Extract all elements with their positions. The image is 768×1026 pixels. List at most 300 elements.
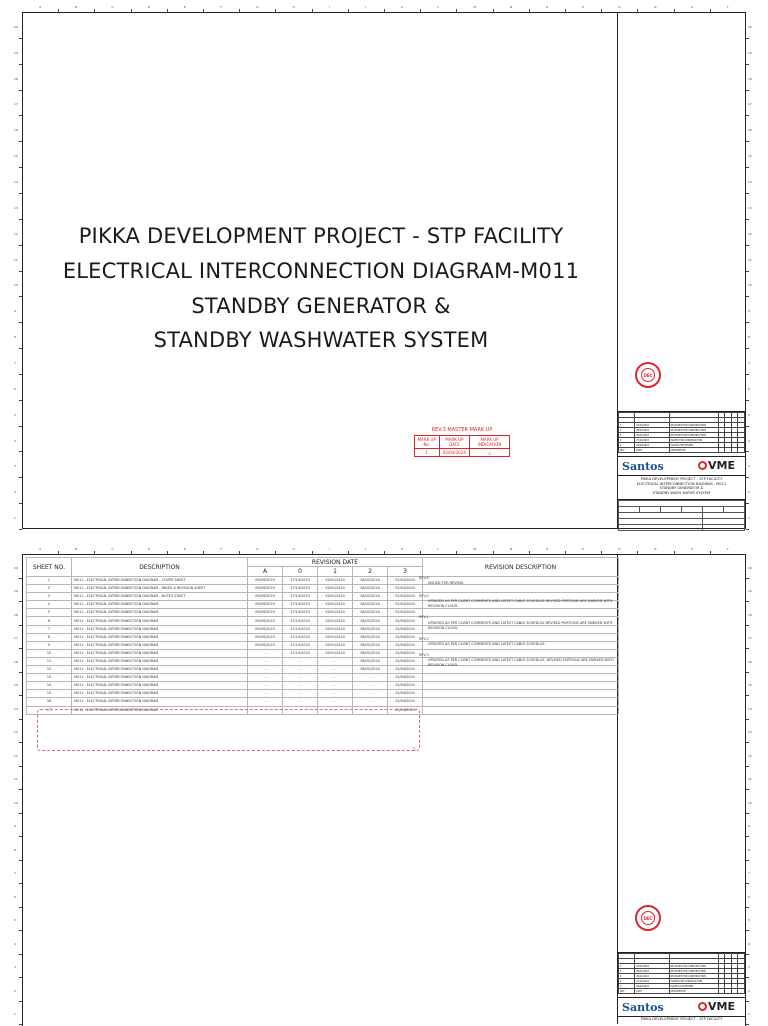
zone-tick — [19, 883, 22, 884]
zone-tick — [19, 38, 22, 39]
zone-tick — [746, 245, 749, 246]
zone-number-18: 18 — [14, 612, 18, 617]
revision-block-cell: 0 — [619, 438, 635, 443]
cell-rev-date: - — [353, 698, 388, 706]
zone-tick — [94, 551, 95, 555]
zone-tick — [312, 551, 313, 555]
zone-number-8: 8 — [748, 335, 750, 340]
zone-number-2: 2 — [748, 988, 750, 993]
revision-block-cell — [718, 448, 725, 453]
zone-tick — [565, 9, 566, 13]
zone-tick — [746, 529, 749, 530]
zone-tick — [529, 551, 530, 555]
revision-block-cell: DATE — [635, 989, 669, 994]
cell-rev-date: 28/02/2024 — [353, 601, 388, 609]
revision-block-cell: 3 — [619, 423, 635, 428]
cell-rev-date: - — [283, 682, 318, 690]
zone-number-5: 5 — [14, 412, 16, 417]
zone-letter-l: L — [437, 547, 439, 551]
cell-rev-date: 28/02/2024 — [353, 633, 388, 641]
cell-rev-date: 27/10/2023 — [283, 625, 318, 633]
zone-number-11: 11 — [14, 777, 18, 782]
header-rev-1: 1 — [318, 567, 353, 577]
vme-ring-icon — [698, 461, 707, 470]
zone-tick — [19, 836, 22, 837]
zone-tick — [348, 551, 349, 555]
cell-rev-date: 28/02/2024 — [353, 593, 388, 601]
cell-sheet-no: 12 — [27, 666, 72, 674]
cell-rev-date: 02/04/2024 — [388, 698, 423, 706]
cell-revision-description — [423, 706, 619, 714]
revision-note — [419, 594, 614, 609]
zone-number-8: 8 — [14, 335, 16, 340]
cell-rev-date: 09/09/2023 — [248, 577, 283, 585]
cell-rev-date: 09/09/2023 — [248, 617, 283, 625]
table-row — [27, 698, 619, 706]
zone-tick — [746, 695, 749, 696]
title-block-line-1: PIKKA DEVELOPMENT PROJECT - STP FACILITY — [640, 1017, 723, 1021]
zone-tick — [565, 551, 566, 555]
zone-letter-l: L — [437, 5, 439, 9]
zone-number-3: 3 — [14, 965, 16, 970]
revision-block-cell — [738, 989, 745, 994]
revision-note-tag: REV.A — [419, 576, 429, 580]
revision-block-cell: RE-ISSUED FOR CONSTRUCTION — [669, 423, 718, 428]
cell-rev-date: 02/04/2024 — [388, 617, 423, 625]
revision-block-cell: 2 — [619, 428, 635, 433]
zone-number-1: 1 — [748, 1012, 750, 1017]
zone-tick — [746, 601, 749, 602]
zone-letter-h: H — [292, 547, 295, 551]
zone-tick — [19, 954, 22, 955]
zone-letter-h: H — [292, 5, 295, 9]
zone-tick — [746, 930, 749, 931]
zone-number-12: 12 — [748, 231, 752, 236]
zone-tick — [746, 742, 749, 743]
zone-tick — [420, 9, 421, 13]
cell-sheet-no: 8 — [27, 633, 72, 641]
grid-cell — [703, 525, 745, 531]
zone-tick — [19, 477, 22, 478]
cell-rev-date: 02/04/2024 — [388, 674, 423, 682]
stamp-text: DEC — [643, 373, 653, 378]
zone-number-15: 15 — [748, 683, 752, 688]
zone-tick — [746, 1001, 749, 1002]
zone-tick — [19, 789, 22, 790]
zone-tick — [746, 400, 749, 401]
cell-revision-description — [423, 690, 619, 698]
zone-number-17: 17 — [14, 636, 18, 641]
zone-tick — [746, 813, 749, 814]
revision-note-text: UPDATED AS PER CLIENT COMMENTS AND LATEST CABLE SCHEDULE.REVISED PORTIONS ARE MARKED WITH REVISION CLOUD. — [428, 620, 613, 630]
logo-row — [618, 456, 745, 476]
zone-number-18: 18 — [14, 76, 18, 81]
cell-rev-date: 28/02/2024 — [353, 649, 388, 657]
header-revision-description: REVISION DESCRIPTION — [423, 558, 619, 577]
zone-tick — [746, 271, 749, 272]
zone-letter-a: A — [39, 547, 42, 551]
revision-cloud — [37, 709, 420, 751]
zone-tick — [746, 426, 749, 427]
cell-description: M011 - ELECTRICAL INTERCONNECTION DIAGRAM — [72, 625, 248, 633]
zone-number-13: 13 — [748, 205, 752, 210]
cell-rev-date: 27/10/2023 — [283, 593, 318, 601]
zone-tick — [239, 9, 240, 13]
revision-note-text: UPDATED AS PER CLIENT COMMENTS AND LATEST CABLE SCHEDULE, REVISED PORTIONS ARE MARKED WITH REVISION CLOUD. — [428, 658, 614, 668]
revision-note-tag: REV.1 — [419, 615, 429, 620]
zone-tick — [746, 836, 749, 837]
zone-tick — [58, 9, 59, 13]
zone-number-17: 17 — [748, 636, 752, 641]
zone-tick — [19, 813, 22, 814]
zone-tick — [746, 64, 749, 65]
cell-rev-date: - — [283, 657, 318, 665]
title-block-line-1: PIKKA DEVELOPMENT PROJECT - STP FACILITY — [640, 477, 723, 481]
revision-block-cell: ISSUED FOR REVIEW — [669, 984, 718, 989]
cell-description: M011 - ELECTRICAL INTERCONNECTION DIAGRAM — [72, 617, 248, 625]
revision-block-row — [619, 448, 745, 453]
zone-tick — [19, 578, 22, 579]
zone-letter-d: D — [147, 5, 150, 9]
stamp-text: DEC — [643, 916, 653, 921]
zone-number-20: 20 — [14, 565, 18, 570]
cell-description: M011 - ELECTRICAL INTERCONNECTION DIAGRAM - COVER SHEET — [72, 577, 248, 585]
zone-tick — [203, 9, 204, 13]
zone-number-19: 19 — [748, 589, 752, 594]
zone-tick — [19, 193, 22, 194]
zone-letter-g: G — [256, 5, 259, 9]
zone-number-6: 6 — [14, 386, 16, 391]
zone-tick — [19, 167, 22, 168]
cell-rev-date: 09/09/2023 — [248, 585, 283, 593]
zone-number-1: 1 — [748, 516, 750, 521]
revision-block-cell: 09/09/2023 — [635, 984, 669, 989]
cell-sheet-no: 3 — [27, 593, 72, 601]
zone-letter-k: K — [401, 5, 404, 9]
zone-tick — [19, 860, 22, 861]
zone-tick — [601, 9, 602, 13]
zone-tick — [746, 860, 749, 861]
zone-tick — [312, 9, 313, 13]
cell-rev-date: 28/02/2024 — [353, 625, 388, 633]
zone-letter-b: B — [75, 547, 78, 551]
zone-tick — [19, 719, 22, 720]
zone-tick — [746, 648, 749, 649]
zone-tick — [19, 451, 22, 452]
grid-cell — [619, 525, 703, 531]
cell-sheet-no: 9 — [27, 641, 72, 649]
cell-rev-date: - — [283, 706, 318, 714]
zone-tick — [746, 167, 749, 168]
master-markup-box — [414, 427, 510, 457]
zone-tick — [19, 296, 22, 297]
markup-header-indication: MARK UP INDICATION — [470, 436, 510, 449]
revision-block-cell — [731, 989, 738, 994]
revision-block — [618, 411, 745, 453]
revision-block-cell: ISSUED FOR CONSTRUCTION — [669, 979, 718, 984]
cell-rev-date: 02/04/2024 — [388, 633, 423, 641]
zone-tick — [19, 64, 22, 65]
zone-letter-o: O — [545, 547, 549, 551]
revision-block-cell — [725, 448, 732, 453]
zone-tick — [19, 766, 22, 767]
cell-rev-date: 02/04/2024 — [388, 657, 423, 665]
revision-block-cell: RE-ISSUED FOR CONSTRUCTION — [669, 969, 718, 974]
zone-number-9: 9 — [748, 309, 750, 314]
zone-tick — [19, 426, 22, 427]
revision-block-cell: 0 — [619, 979, 635, 984]
zone-letter-r: R — [654, 547, 657, 551]
zone-number-16: 16 — [14, 659, 18, 664]
table-row — [27, 690, 619, 698]
zone-number-12: 12 — [14, 231, 18, 236]
zone-number-6: 6 — [748, 894, 750, 899]
header-description: DESCRIPTION — [72, 558, 248, 577]
title-line-2: ELECTRICAL INTERCONNECTION DIAGRAM-M011 — [62, 259, 580, 283]
zone-letter-c: C — [111, 5, 114, 9]
revision-block-cell — [731, 448, 738, 453]
zone-letter-e: E — [183, 547, 186, 551]
cell-rev-date: - — [318, 698, 353, 706]
zone-number-12: 12 — [748, 753, 752, 758]
cell-rev-date: - — [248, 666, 283, 674]
cell-rev-date: 29/01/2024 — [318, 649, 353, 657]
cell-description: M011 - ELECTRICAL INTERCONNECTION DIAGRAM — [72, 609, 248, 617]
zone-number-17: 17 — [748, 102, 752, 107]
zone-number-3: 3 — [748, 464, 750, 469]
zone-number-2: 2 — [14, 490, 16, 495]
zone-tick — [19, 115, 22, 116]
cell-description: M011 - ELECTRICAL INTERCONNECTION DIAGRAM - NOTES SHEET — [72, 593, 248, 601]
revision-block — [618, 952, 745, 994]
markup-table — [414, 435, 510, 457]
cell-rev-date: 28/02/2024 — [353, 577, 388, 585]
zone-letter-b: B — [75, 5, 78, 9]
zone-letter-s: S — [690, 547, 693, 551]
revision-block-cell: DESCRIPTION — [669, 448, 718, 453]
zone-number-8: 8 — [748, 847, 750, 852]
zone-letter-p: P — [582, 5, 584, 9]
zone-number-9: 9 — [14, 824, 16, 829]
zone-tick — [493, 9, 494, 13]
cell-rev-date: - — [248, 682, 283, 690]
zone-number-16: 16 — [748, 128, 752, 133]
zone-tick — [529, 9, 530, 13]
header-revision-date: REVISION DATE — [248, 558, 423, 567]
cell-rev-date: - — [248, 690, 283, 698]
cell-rev-date: 02/04/2024 — [388, 585, 423, 593]
cell-description: M011 - ELECTRICAL INTERCONNECTION DIAGRAM — [72, 706, 248, 714]
cell-sheet-no: 14 — [27, 682, 72, 690]
zone-letter-f: F — [220, 5, 222, 9]
cell-rev-date: 29/01/2024 — [318, 641, 353, 649]
cell-rev-date: - — [318, 657, 353, 665]
zone-letter-j: J — [364, 547, 366, 551]
cell-sheet-no: 10 — [27, 649, 72, 657]
zone-number-20: 20 — [748, 24, 752, 29]
zone-letter-n: N — [509, 5, 512, 9]
cell-rev-date: - — [248, 649, 283, 657]
cell-rev-date: 28/02/2024 — [353, 641, 388, 649]
vme-logo-text: VME — [708, 1000, 735, 1013]
zone-number-4: 4 — [14, 438, 16, 443]
markup-no: 1 — [415, 449, 440, 457]
revision-block-cell: 3 — [619, 964, 635, 969]
revision-block-cell: 09/09/2023 — [635, 443, 669, 448]
zone-tick — [456, 9, 457, 13]
title-block-line-4: STANDBY WASH WATER SYSTEM — [652, 490, 711, 495]
zone-letter-k: K — [401, 547, 404, 551]
zone-tick — [19, 400, 22, 401]
zone-number-18: 18 — [748, 612, 752, 617]
zone-tick — [746, 90, 749, 91]
zone-tick — [746, 374, 749, 375]
revision-block-row — [619, 989, 745, 994]
zone-number-14: 14 — [14, 706, 18, 711]
cell-rev-date: 27/10/2023 — [283, 633, 318, 641]
zone-number-2: 2 — [748, 490, 750, 495]
cell-rev-date: 29/01/2024 — [318, 593, 353, 601]
cell-description: M011 - ELECTRICAL INTERCONNECTION DIAGRAM — [72, 633, 248, 641]
zone-number-17: 17 — [14, 102, 18, 107]
cell-rev-date: - — [248, 674, 283, 682]
zone-tick — [746, 977, 749, 978]
zone-number-14: 14 — [748, 180, 752, 185]
cell-sheet-no: 15 — [27, 690, 72, 698]
header-rev-0: 0 — [283, 567, 318, 577]
cell-rev-date: - — [353, 674, 388, 682]
table-row — [27, 682, 619, 690]
zone-number-14: 14 — [14, 180, 18, 185]
zone-tick — [131, 551, 132, 555]
cell-sheet-no: 7 — [27, 625, 72, 633]
zone-number-16: 16 — [14, 128, 18, 133]
revision-block-table — [618, 953, 745, 994]
header-rev-2: 2 — [353, 567, 388, 577]
cell-rev-date: - — [283, 690, 318, 698]
cell-description: M011 - ELECTRICAL INTERCONNECTION DIAGRAM — [72, 666, 248, 674]
zone-number-10: 10 — [14, 800, 18, 805]
cell-rev-date: 02/04/2024 — [388, 625, 423, 633]
revision-block-cell: 28/02/2024 — [635, 969, 669, 974]
cell-rev-date: - — [248, 657, 283, 665]
cell-rev-date: 02/04/2024 — [388, 577, 423, 585]
zone-tick — [19, 601, 22, 602]
revision-note — [419, 576, 614, 586]
revision-block-cell: 28/02/2024 — [635, 428, 669, 433]
zone-tick — [746, 1024, 749, 1025]
cell-rev-date: - — [353, 690, 388, 698]
header-sheet-no: SHEET NO. — [27, 558, 72, 577]
zone-letter-m: M — [473, 5, 477, 9]
zone-letter-c: C — [111, 547, 114, 551]
zone-letter-r: R — [654, 5, 657, 9]
cell-rev-date: 29/01/2024 — [318, 633, 353, 641]
zone-number-4: 4 — [14, 941, 16, 946]
revision-block-cell: REV — [619, 448, 635, 453]
zone-tick — [746, 322, 749, 323]
zone-number-7: 7 — [748, 360, 750, 365]
title-block-line-3: STANDBY GENERATOR & — [659, 486, 704, 491]
cell-revision-description — [423, 682, 619, 690]
zone-letter-n: N — [509, 547, 512, 551]
zone-tick — [746, 883, 749, 884]
zone-number-12: 12 — [14, 753, 18, 758]
markup-header-date: MARK UP DATE — [439, 436, 470, 449]
cell-rev-date: 27/10/2023 — [283, 641, 318, 649]
cell-rev-date: - — [318, 674, 353, 682]
cell-rev-date: 09/09/2023 — [248, 633, 283, 641]
cell-description: M011 - ELECTRICAL INTERCONNECTION DIAGRAM — [72, 641, 248, 649]
zone-number-1: 1 — [14, 1012, 16, 1017]
cell-rev-date: 02/04/2024 — [388, 641, 423, 649]
cell-rev-date: 29/01/2024 — [318, 601, 353, 609]
revision-block-cell: RE-ISSUED FOR CONSTRUCTION — [669, 974, 718, 979]
zone-number-7: 7 — [748, 871, 750, 876]
zone-tick — [58, 551, 59, 555]
cell-rev-date: 29/01/2024 — [318, 609, 353, 617]
zone-tick — [19, 742, 22, 743]
zone-number-11: 11 — [14, 257, 18, 262]
cell-rev-date: 29/01/2024 — [318, 617, 353, 625]
cell-rev-date: 27/10/2023 — [283, 649, 318, 657]
cell-rev-date: 28/02/2024 — [353, 585, 388, 593]
cell-rev-date: - — [283, 674, 318, 682]
cell-rev-date: - — [283, 698, 318, 706]
cell-description: M011 - ELECTRICAL INTERCONNECTION DIAGRAM — [72, 649, 248, 657]
vme-ring-icon — [698, 1002, 707, 1011]
zone-letter-g: G — [256, 547, 259, 551]
cell-sheet-no: 6 — [27, 617, 72, 625]
vme-logo-text: VME — [708, 459, 735, 472]
title-block-line-2: ELECTRICAL INTERCONNECTION DIAGRAM - M011 — [636, 481, 727, 486]
zone-number-4: 4 — [748, 941, 750, 946]
revision-block-cell: 27/10/2023 — [635, 438, 669, 443]
zone-tick — [746, 296, 749, 297]
cell-rev-date: - — [248, 706, 283, 714]
zone-number-10: 10 — [14, 283, 18, 288]
zone-tick — [746, 719, 749, 720]
revision-block-cell: RE-ISSUED FOR CONSTRUCTION — [669, 964, 718, 969]
cell-rev-date: 29/01/2024 — [318, 585, 353, 593]
revision-block-table — [618, 412, 745, 453]
zone-number-19: 19 — [14, 50, 18, 55]
zone-tick — [203, 551, 204, 555]
zone-number-15: 15 — [14, 683, 18, 688]
zone-letter-t: T — [726, 5, 729, 9]
zone-tick — [94, 9, 95, 13]
title-line-3: STANDBY GENERATOR & — [191, 294, 451, 318]
zone-tick — [19, 907, 22, 908]
cell-rev-date: - — [318, 682, 353, 690]
zone-number-15: 15 — [748, 154, 752, 159]
zone-number-7: 7 — [14, 871, 16, 876]
revision-note — [419, 615, 614, 630]
zone-number-6: 6 — [14, 894, 16, 899]
zone-letter-o: O — [545, 5, 549, 9]
cell-description: M011 - ELECTRICAL INTERCONNECTION DIAGRAM — [72, 601, 248, 609]
table-row — [27, 674, 619, 682]
zone-tick — [384, 551, 385, 555]
zone-tick — [275, 9, 276, 13]
cell-revision-description — [423, 698, 619, 706]
cell-rev-date: 28/02/2024 — [353, 666, 388, 674]
zone-number-10: 10 — [748, 283, 752, 288]
zone-number-20: 20 — [14, 24, 18, 29]
zone-number-3: 3 — [748, 965, 750, 970]
zone-number-19: 19 — [748, 50, 752, 55]
zone-tick — [19, 529, 22, 530]
